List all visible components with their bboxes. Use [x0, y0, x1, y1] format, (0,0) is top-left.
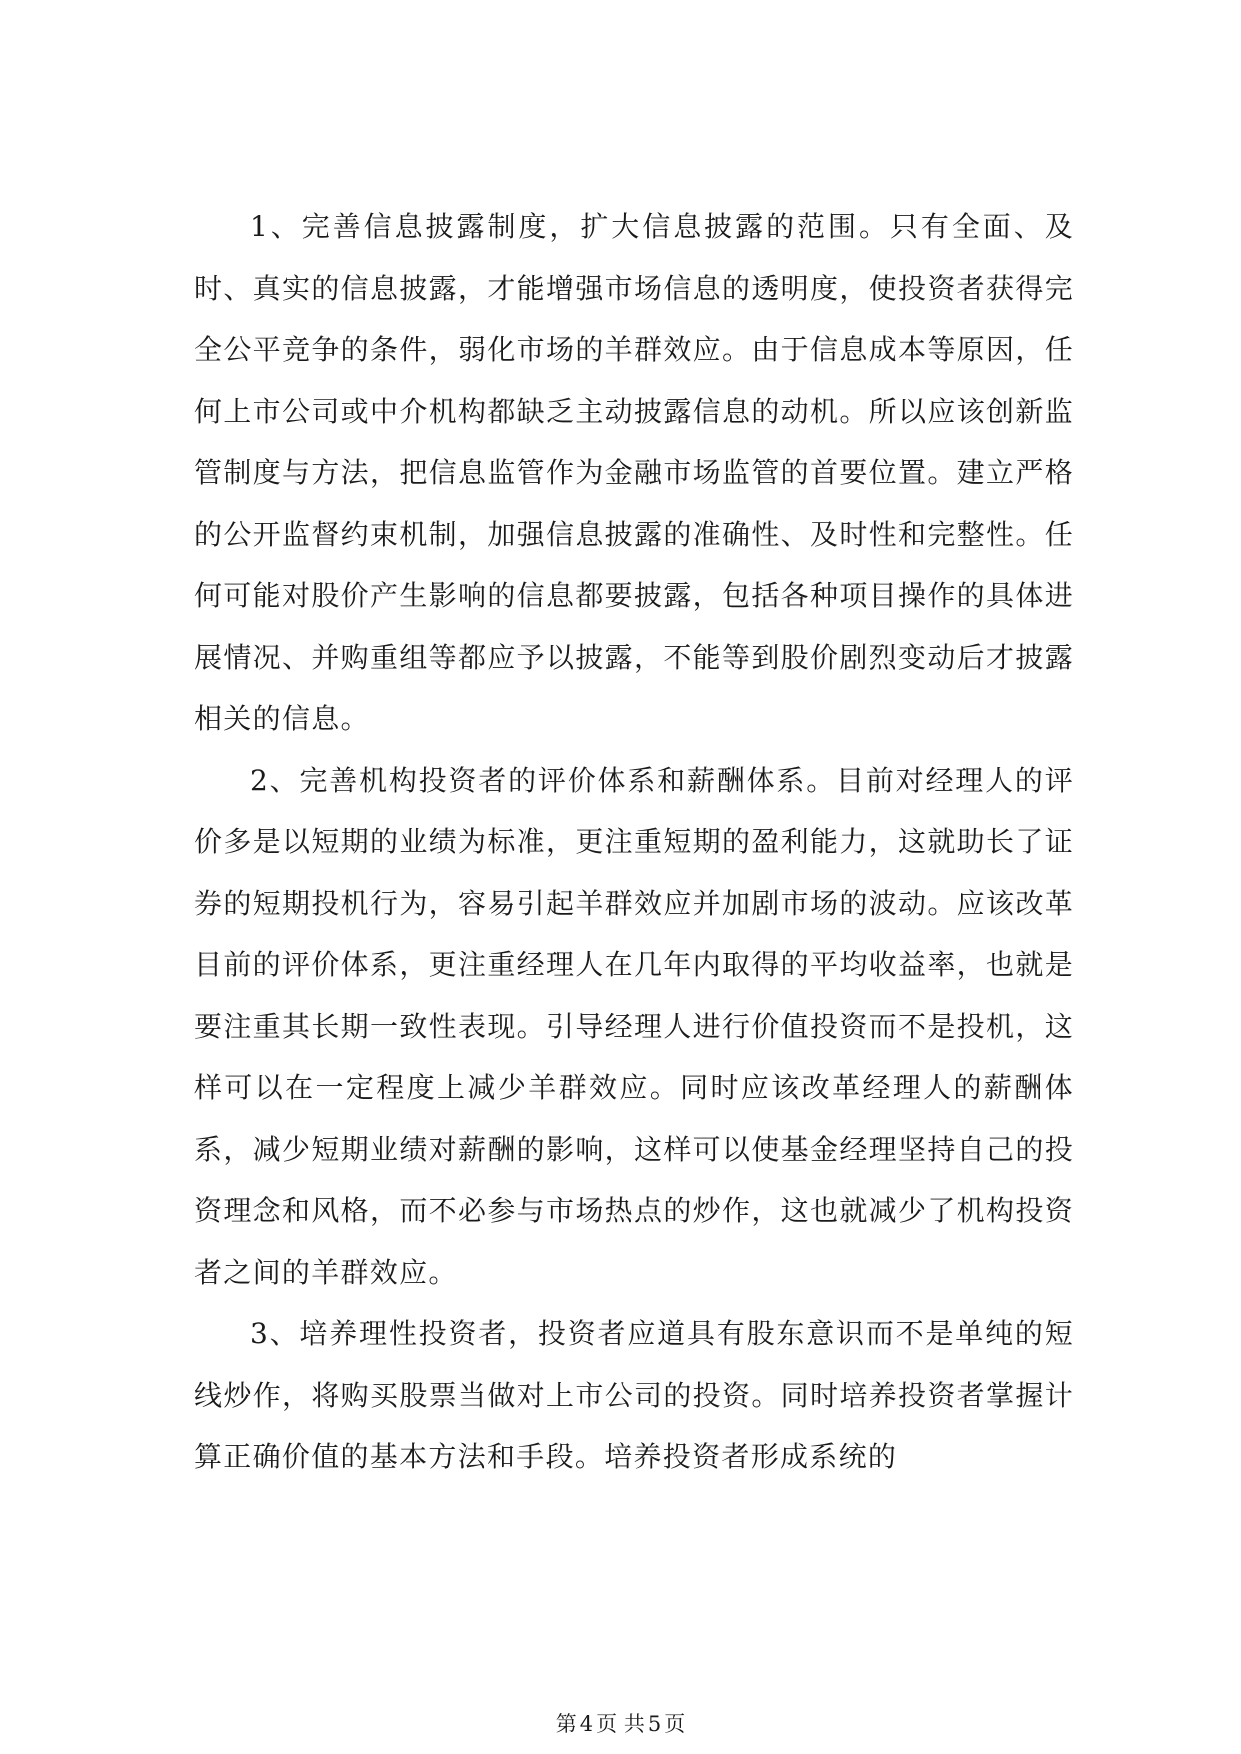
- page-footer: [0, 1708, 1241, 1738]
- page-current-number: 4: [579, 1712, 594, 1736]
- paragraph-1: 1、完善信息披露制度，扩大信息披露的范围。只有全面、及时、真实的信息披露，才能增强市场信息的透明度，使投资者获得完全公平竞争的条件，弱化市场的羊群效应。由于信息成本等原因，任何上市公司或中介机构都缺乏主动披露信息的动机。所以应该创新监管制度与方法，把信息监管作为金融市场监管的首要位置。建立严格的公开监督约束机制，加强信息披露的准确性、及时性和完整性。任何可能对股价产生影响的信息都要披露，包括各种项目操作的具体进展情况、并购重组等都应予以披露，不能等到股价剧烈变动后才披露相关的信息。: [194, 210, 1074, 735]
- paragraph-3: 3、培养理性投资者，投资者应道具有股东意识而不是单纯的短线炒作，将购买股票当做对上市公司的投资。同时培养投资者掌握计算正确价值的基本方法和手段。培养投资者形成系统的: [194, 1317, 1074, 1473]
- page-prefix: 第: [555, 1712, 577, 1736]
- page-suffix: 页: [664, 1712, 686, 1736]
- document-body: [194, 196, 1074, 1488]
- page-total-number: 5: [647, 1712, 662, 1736]
- paragraph-2: 2、完善机构投资者的评价体系和薪酬体系。目前对经理人的评价多是以短期的业绩为标准，更注重短期的盈利能力，这就助长了证券的短期投机行为，容易引起羊群效应并加剧市场的波动。应该改革目前的评价体系，更注重经理人在几年内取得的平均收益率，也就是要注重其长期一致性表现。引导经理人进行价值投资而不是投机，这样可以在一定程度上减少羊群效应。同时应该改革经理人的薪酬体系，减少短期业绩对薪酬的影响，这样可以使基金经理坚持自己的投资理念和风格，而不必参与市场热点的炒作，这也就减少了机构投资者之间的羊群效应。: [194, 763, 1074, 1289]
- page-mid: 页 共: [596, 1712, 645, 1736]
